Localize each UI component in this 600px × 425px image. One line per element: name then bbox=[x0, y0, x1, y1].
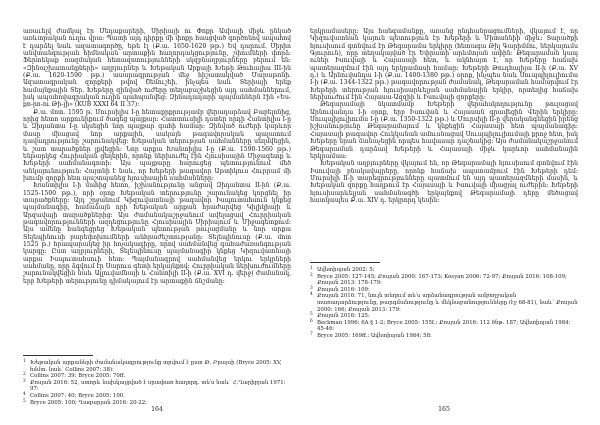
footnote-text: Collins 2007: 40; Bryce 2005: 100. bbox=[30, 392, 125, 399]
footnote-text: Bryce 2005: 127-145; Քոսյան 2000: 167-173; Kosyan 2006: 72-97; Քոսյան 2016: 108-109; Քոսյան 2013: 178-179: bbox=[317, 273, 567, 287]
footnote-number: 7 bbox=[310, 331, 313, 337]
paragraph: Խանտիլիս I-ի մահից հետո, իշխանությունը անցավ Զիդանտա II-ին (Ք.ա. 1525-1500 թթ.), որի օրոք Խեթական տերությունը շարունակեց կորցնել իր տարածքները։ Այդ շրջանում Կիզուվատնայի թագավոր Իսպուտահսուն կնքեց պայմանագիր, համաձայն որի Խեթական արքան հրաժարվեց Կիլիկիայի և Արզավայի տարածքներից։ Այս ժամանակաշրջանում ավելացավ Հուրրիական թագավորությունների ազդեցությունը Հյուսիսային Սիրիայում և Միջագետքում։ Այս ամենը հանգեցրեց Խեթական պետության թուլացմանը և նոր արքա Տելեպինուսի բարեփոխումների անհրաժեշտությանը։ Տելեպինուսը (Ք.ա. մոտ 1525 թ.) հրապարակեց իր հռչակագիրը, որով սահմանվեց գահաժառանգության կարգը։ Ըստ աղբյուրների, Տելեպինուսը պայմանագիր կնքեց Կիզուվատնայի արքա Իսպուտահսուի հետ։ Պայմանագրով սահմանվեց երկու երկրների սահմանը, որը ձգվում էր Սարուս գետի երկայնքով։ Հուրրիական ներխուժումները շարունակվեցին նաև Ալլուվամնայի և Հանտիլի II-ի (Ք.ա. XVI դ. վերջ) ժամանակ, երբ Խեթերի տերությունը դիմակայում էր արտաքին ճնշմանը։ bbox=[23, 182, 291, 285]
footnote bbox=[23, 373, 291, 380]
footnote-text: Beckman 1996: 6A § 1-2; Bryce 2005: 155f.; Քոսյան 2016: 112 ծնթ. 187; Ավետիսյան 1984: 45-46: bbox=[317, 319, 571, 333]
footnote-text: Bryce 2005: 100; Ղազարյան 2016: 20-22: bbox=[30, 399, 147, 406]
footnote-number: 4 bbox=[23, 391, 26, 397]
paragraph: Խեթական աղբյուրները վկայում են, որ Թեգարամայի հյուսիսում գտնվում էին Իսուվայի բնակավայրերը, որոնք հաճախ ապստամբում էին Խեթերի դեմ։ Մուրսիլի II-ի տարեգրությունները պատմում են այդ պատերազմների մասին, և Խեթական զորքը հաղթում էր Հայասայի և Իսուվայի միացյալ ուժերին։ Խեթերի հյուսիսարևելյան սահմանագծի երկայնքով Թեգարամայի դերը մեծացավ հատկապես Ք.ա. XIV դ. երկրորդ կեսին։ bbox=[310, 160, 578, 204]
footnote-text: Collins 2007: 39; Bryce 2005: 70ff. bbox=[30, 373, 126, 380]
right-page bbox=[310, 0, 578, 425]
footnote bbox=[310, 333, 578, 340]
footnote-number: 3 bbox=[23, 378, 26, 384]
footnote-number: 5 bbox=[310, 312, 313, 318]
footnote-text: Քոսյան 2016: 71, նույն տեղում տե՛ս արձանագրության ամբողջական տառադարձությունը, թարգմանությունը և մեկնաբանությունները (էջ 68-81), նաև՝ Քոսյան 2000: 166; Քոսյան 2013: 179: bbox=[317, 293, 578, 313]
footnote-text: Bryce 2005: 169ff.; Ավետիսյան 1984: 58: bbox=[317, 332, 432, 339]
page-number: 164 bbox=[151, 406, 163, 413]
footnote-text: Ավետիսյան 2002: 5: bbox=[317, 267, 375, 273]
footnote bbox=[23, 360, 291, 373]
footnote-text: Քոսյան 2016: 109: bbox=[317, 286, 370, 293]
footnote-number: 2 bbox=[23, 372, 26, 378]
paragraph: Ք.ա. մոտ. 1595 թ. Մուրսիլիս I-ը հետաքրքրությամբ վերադարձավ Բաբելոնից, որից հետո արքունիքում ծագեց պայքար։ Հատտուսիլի դստեր որդի Հանտիլիս I-ը և Զիդանտա I-ը սկսեցին նոր պայքար գահի համար։ Զինված ուժերի կարևոր մասը միացավ նոր արքային, սակայն թագավորական պալատում դավադրությունը շարունակվեց։ Խեթական տերության սահմանները սեղմվեցին, և շատ տարածքներ լքվեցին։ Նոր արքա Խանտիլիս I-ը (Ք.ա. 1590-1560 թթ.) ենթարկեց Հուրիական ցեղերին, որոնք ներխուժել էին Հյուսիսային Միջագետք և Խեթերի սահմանագոտի։ Այս պայքարը հարուցեց պետությունում մեծ անկայունություն։ Հայտնի է նաև, որ Խեթերի թագավոր Աթտիկուս Հուրրամ մի խումբ զորքի հետ պաշտպանեց հյուսիսային սահմանները։ bbox=[23, 108, 291, 182]
footnote bbox=[23, 393, 291, 400]
footnote bbox=[310, 320, 578, 333]
footnote bbox=[23, 380, 291, 393]
footnote-number: 4 bbox=[310, 292, 313, 298]
right-body-text bbox=[310, 28, 578, 258]
footnote-number: 5 bbox=[23, 398, 26, 404]
left-body-text bbox=[23, 28, 291, 353]
footnote-number: 1 bbox=[23, 359, 26, 364]
footnote-rule bbox=[310, 262, 380, 263]
footnote-text: Քոսյան 2016: 125: bbox=[317, 313, 370, 320]
footnote bbox=[310, 293, 578, 313]
right-footnotes bbox=[310, 267, 578, 340]
footnote bbox=[310, 274, 578, 287]
left-page bbox=[23, 0, 291, 425]
footnote-number: 1 bbox=[310, 266, 313, 271]
paragraph: Թեգարամայի նկատմամբ Խեթերի վերահսկողությունը թուլացավ Արնուվանդա I-ի օրոք, երբ Իսուվան և Հայասան գրավեցին Վերին երկիրը։ Սուպպիլուլիումա I-ը (Ք.ա. 1350-1322 թթ.) և Մուրսիլի II-ը վերականգնեցին իրենց իշխանությունը Թեգարամայում և կնքեցին Հայասայի հետ պայմանագիր։ Հայասայի թագավոր Հուկկանան ամուսնացավ Սուպպիլուլիումայի քրոջ հետ, իսկ Խեթերը նրան ճանաչեցին որպես հավասար դաշնակից։ Այս ժամանակաշրջանում Թեգարաման դարձավ Խեթերի և Հայասայի միջև կարևոր սահմանային երկրամաս։ bbox=[310, 101, 578, 160]
left-footnotes bbox=[23, 360, 291, 406]
paragraph: առաւելվ ժամկալ էր Մեդաքարերի, Սիրիայի ու Փոքր Ասիայի միջև ընկած առևտրական ուղու վրա։ Պատի այդ դիրքը մի փոքր հասցված գործոնով ապահով է դարձել նաև ազատագործը, եթե էլ (Ք.ա. 1650-1620 թթ.) Եվ դարում. Սիրիո անվտանգության հիմնական արտաքին հաղորդակցությունը, շփումների փորձ։ Ֆերտեկաք ռազմական հետազոտությունների սկզբնաղբյուրները բերում են։ «Զինաշխատանքների» աղբյուրներ և Խեթական Արքայի Խեթի Թուհալիա III-ին (Ք.ա. 1620-1590 թթ.) ասարագրության մեջ հիշատակված Մարաթոնի. Ազատագրական զորքերի թվով Շեմուշեի, ինչպես նաև Տերիայի երեք համայնքային Տեր. Խեթերը զինված ուժերը տեղաբաշխեցին այդ սահմաններում, իսկ ապահովագրական ուղին պահպանվեց։ Զինադադարի պայմաններն էին «Ես-քո-րո-ու Թի-յի» (KUB XXXI 64 II 37)։ bbox=[23, 28, 291, 109]
footnote-text: Քոսյան 2016: 52, ստորև նախկայցված է սրափառ հաղորդ. տե՛ս նաև՝ Հ.Ղարիբյան 1971: 97: bbox=[30, 379, 286, 393]
page-number: 165 bbox=[438, 406, 450, 413]
footnote-number: 2 bbox=[310, 272, 313, 278]
paragraph: երկրամասերը։ Այս հանգամանքը, առանց ընդհանրացումների, վկայում է, որ Կիզուվատնան կայուն պետություն էր Խեթերի և Միտաննիի միջև։ Տարածքի հյուսիսում գտնվում էր Թեգարամա երկիրը (հետագա Թիլ Գարիմմու, ներկայումս Գյուրուն), որը տեղակայված էր Եփրատի արևմտյան ափին։ Թեգարաման կապ ուներ Իսուվայի և Հայասայի հետ, և ակնհայտ է, որ Խեթերը հաճախ պատերազմում էին այդ երկրամասի համար։ Խեթերի Թուդհալիյա II-ի (Ք.ա. XV դ.) և Արնուվանդա I-ի (Ք.ա. 1400-1380 թթ.) օրոք, ինչպես նաև Սուպպիլուլիումա I-ի (Ք.ա. 1344-1322 թթ.) թագավորության ժամանակ, Թեգարաման համարվում էր Խեթերի տերության հյուսիսարևելյան սահմանային երկիր, որտեղից հաճախ ներխուժում էին Հայասա-Ազզիի և Իսուվայի զորքերը։ bbox=[310, 28, 578, 102]
footnote-rule bbox=[23, 355, 93, 356]
footnote-text: Խեթական արքաների ժամանակագրությունը տրվում է ըստ Թ. Բրայսի (Bryce 2005: XV, հմմտ. նաև՝ Collins 2007: 38): bbox=[30, 360, 282, 373]
footnote bbox=[310, 313, 578, 320]
footnote-number: 6 bbox=[310, 318, 313, 324]
footnote bbox=[310, 267, 578, 274]
footnote-number: 3 bbox=[310, 285, 313, 291]
